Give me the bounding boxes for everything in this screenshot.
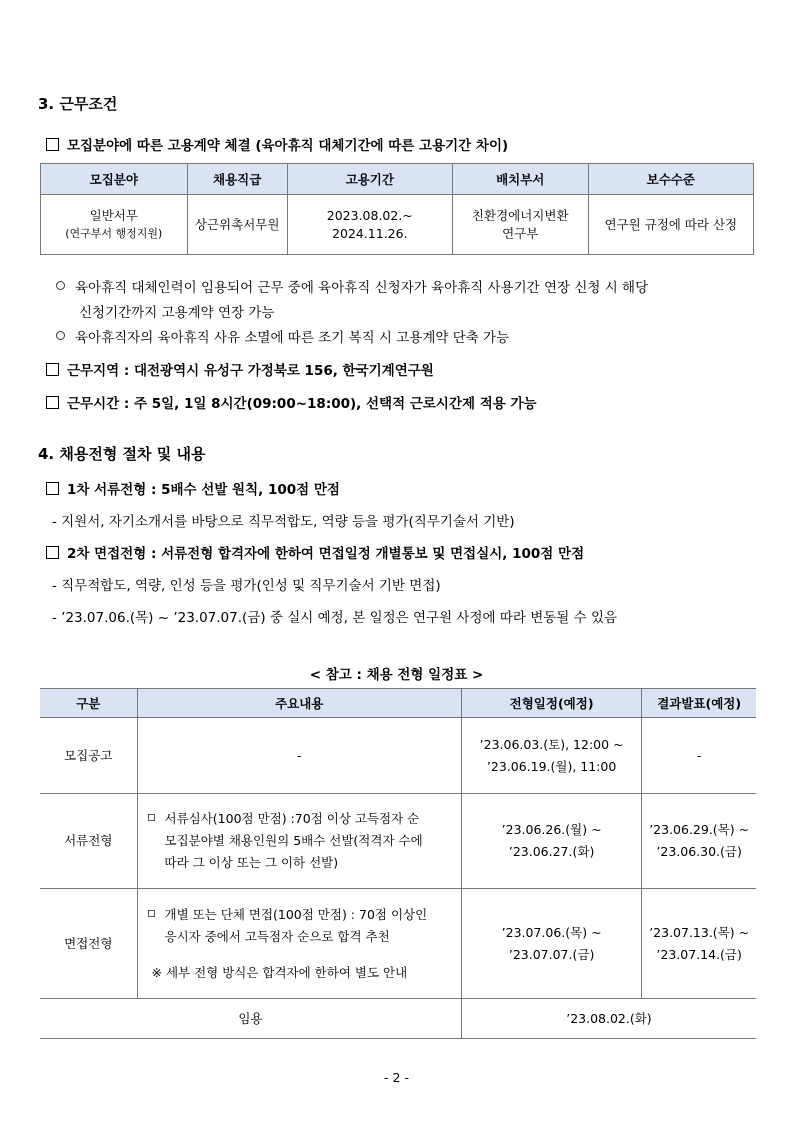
row-date-interview — [461, 889, 641, 999]
circle-bullet-icon — [56, 331, 65, 340]
bullet-1-continued: 신청기간까지 고용계약 연장 가능 — [79, 305, 275, 321]
row-content-recruit: - — [137, 718, 461, 794]
interview-result-line2: ’23.07.14.(금) — [656, 946, 742, 962]
step2-heading — [46, 542, 584, 562]
document-content-line3: 따라 그 이상 또는 그 이하 선발) — [164, 855, 339, 870]
row-result-document — [642, 794, 756, 889]
header-dept: 배치부서 — [452, 164, 588, 195]
row-label-document: 서류전형 — [40, 794, 137, 889]
row-date-document — [461, 794, 641, 889]
cell-pay: 연구원 규정에 따라 산정 — [588, 195, 753, 255]
row-content-interview — [137, 889, 461, 999]
dept-line1: 친환경에너지변환 — [471, 207, 569, 223]
document-date-line1: ’23.06.26.(월) ~ — [501, 822, 602, 837]
section-3-title: 3. 근무조건 — [38, 95, 118, 113]
field-line2: (연구부서 행정지원) — [65, 226, 163, 240]
checkbox-icon — [46, 482, 59, 495]
step1-heading — [46, 478, 340, 498]
interview-content-line1: 개별 또는 단체 면접(100점 만점) : 70점 이상인 — [164, 906, 428, 922]
document-date-line2: ’23.06.27.(화) — [508, 844, 595, 859]
page-number: - 2 - — [384, 1070, 409, 1085]
header-field: 모집분야 — [41, 164, 188, 195]
header-position: 채용직급 — [187, 164, 287, 195]
contract-heading-text: 모집분야에 따른 고용계약 체결 (육아휴직 대체기간에 따른 고용기간 차이) — [67, 138, 509, 154]
schedule-title: < 참고 : 채용 전형 일정표 > — [309, 667, 484, 683]
document-content-line2: 모집분야별 채용인원의 5배수 선발(적격자 수에 — [164, 833, 423, 848]
checkbox-icon — [46, 546, 59, 559]
row-content-document — [137, 794, 461, 889]
circle-bullet-icon — [56, 281, 65, 290]
row-label-appointment: 임용 — [40, 999, 461, 1039]
checkbox-icon — [46, 363, 59, 376]
step2-heading-text: 2차 면접전형 : 서류전형 합격자에 한하여 면접일정 개별통보 및 면접실시, 100점 만점 — [67, 546, 585, 562]
interview-content-line2: 응시자 중에서 고득점자 순으로 합격 추천 — [164, 928, 390, 944]
bullet-1-text: 육아휴직 대체인력이 임용되어 근무 중에 육아휴직 신청자가 육아휴직 사용기간 연장 신청 시 해당 — [75, 280, 649, 296]
cell-period — [287, 195, 452, 255]
document-result-line2: ’23.06.30.(금) — [656, 844, 742, 859]
document-result-line1: ’23.06.29.(목) ~ — [649, 822, 750, 837]
recruit-date-line2: ’23.06.19.(월), 11:00 — [486, 758, 617, 774]
interview-result-line1: ’23.07.13.(목) ~ — [649, 924, 750, 940]
work-location-text: 근무지역 : 대전광역시 유성구 가정북로 156, 한국기계연구원 — [67, 363, 434, 379]
step2-detail-2: - ’23.07.06.(목) ~ ’23.07.07.(금) 중 실시 예정, 본 일정은 연구원 사정에 따라 변동될 수 있음 — [52, 610, 618, 626]
square-bullet-icon — [148, 910, 155, 917]
bullet-2 — [56, 326, 509, 346]
cell-dept — [452, 195, 588, 255]
bullet-2-text: 육아휴직자의 육아휴직 사유 소멸에 따른 조기 복직 시 고용계약 단축 가능 — [75, 330, 510, 346]
schedule-header-category: 구분 — [40, 689, 137, 718]
square-bullet-icon — [148, 814, 155, 821]
header-period: 고용기간 — [287, 164, 452, 195]
contract-heading — [46, 134, 508, 154]
row-date-appointment: ’23.08.02.(화) — [461, 999, 756, 1039]
interview-date-line2: ’23.07.07.(금) — [508, 946, 595, 962]
recruit-date-line1: ’23.06.03.(토), 12:00 ~ — [479, 736, 624, 752]
work-hours-text: 근무시간 : 주 5일, 1일 8시간(09:00~18:00), 선택적 근로시간제 적용 가능 — [67, 396, 537, 412]
work-location — [46, 359, 434, 379]
schedule-header-result: 결과발표(예정) — [642, 689, 756, 718]
step1-heading-text: 1차 서류전형 : 5배수 선발 원칙, 100점 만점 — [67, 482, 340, 498]
checkbox-icon — [46, 138, 59, 151]
row-date-recruit — [461, 718, 641, 794]
bullet-1 — [56, 276, 648, 296]
cell-field — [41, 195, 188, 255]
work-hours — [46, 392, 537, 412]
dept-line2: 연구부 — [502, 225, 539, 241]
interview-date-line1: ’23.07.06.(목) ~ — [501, 924, 602, 940]
row-label-recruit: 모집공고 — [40, 718, 137, 794]
step2-detail-1: - 직무적합도, 역량, 인성 등을 평가(인성 및 직무기술서 기반 면접) — [52, 578, 441, 594]
interview-content-note: ※ 세부 전형 방식은 합격자에 한하여 별도 안내 — [151, 964, 408, 980]
section-4-title: 4. 채용전형 절차 및 내용 — [38, 445, 206, 463]
header-pay: 보수수준 — [588, 164, 753, 195]
checkbox-icon — [46, 396, 59, 409]
row-result-recruit: - — [642, 718, 756, 794]
schedule-header-content: 주요내용 — [137, 689, 461, 718]
step1-detail: - 지원서, 자기소개서를 바탕으로 직무적합도, 역량 등을 평가(직무기술서 기반) — [52, 514, 515, 530]
document-content-line1: 서류심사(100점 만점) :70점 이상 고득점자 순 — [164, 811, 420, 826]
employment-conditions-table — [40, 163, 754, 255]
schedule-header-date: 전형일정(예정) — [461, 689, 641, 718]
cell-position: 상근위촉서무원 — [187, 195, 287, 255]
period-line2: 2024.11.26. — [332, 225, 408, 241]
period-line1: 2023.08.02.~ — [326, 207, 413, 223]
row-label-interview: 면접전형 — [40, 889, 137, 999]
schedule-table — [40, 688, 756, 1039]
field-line1: 일반서무 — [89, 207, 138, 223]
row-result-interview — [642, 889, 756, 999]
